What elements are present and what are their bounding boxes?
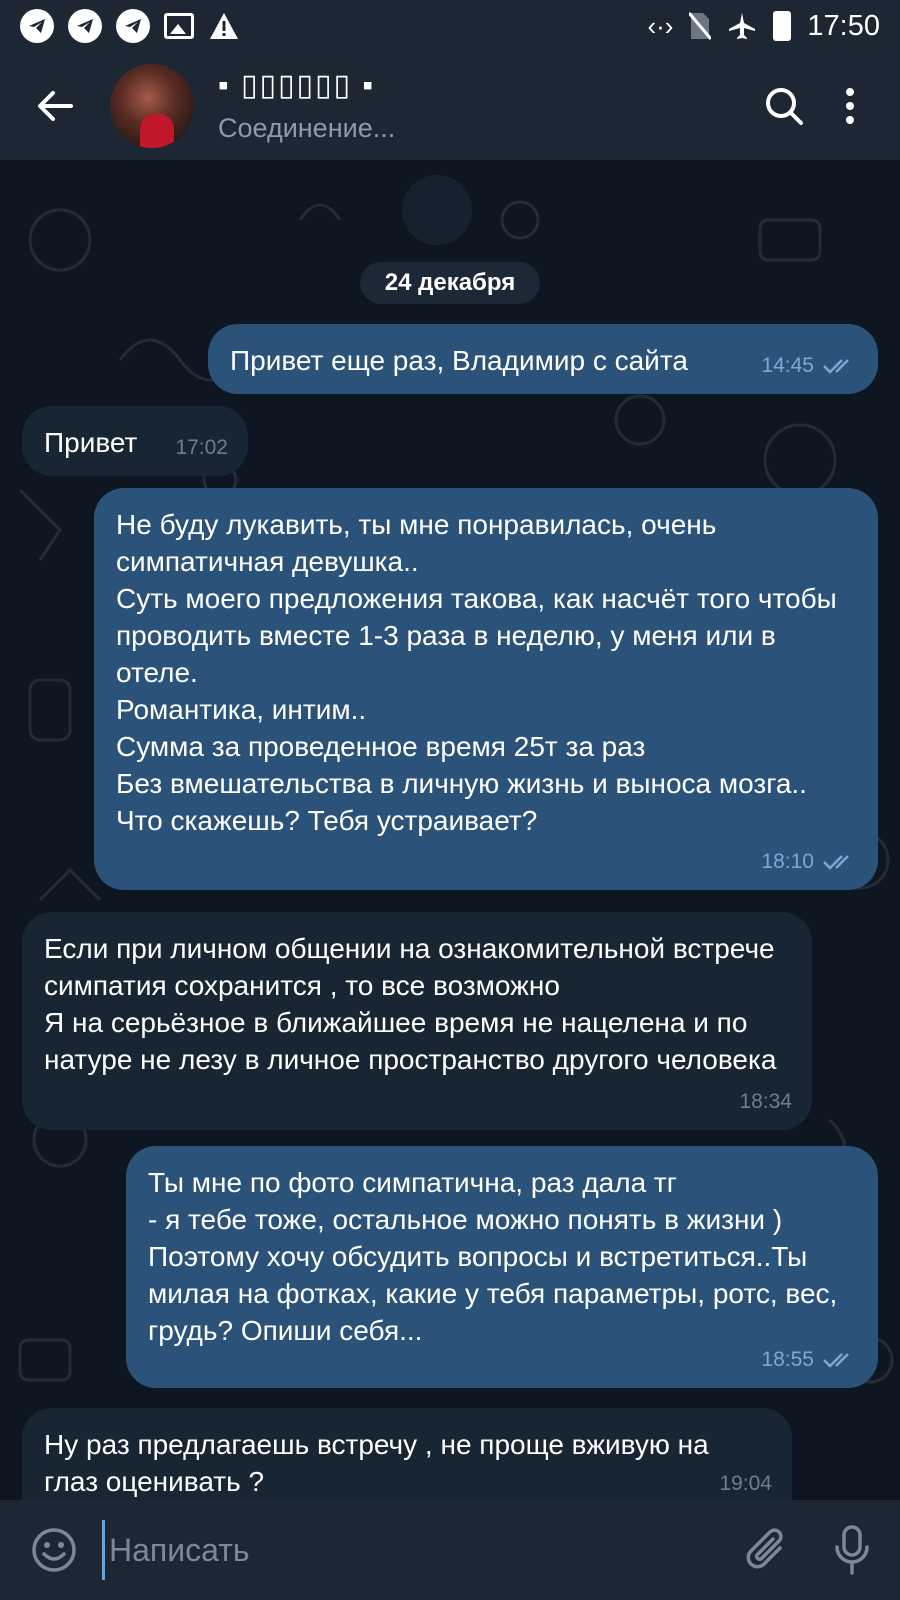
back-button[interactable]	[0, 52, 110, 160]
chat-title-block[interactable]	[218, 68, 395, 144]
message-text: Ты мне по фото симпатична, раз дала тг - я тебе тоже, остальное можно понять в жизни ) Поэтому хочу обсудить вопросы и встретиться..Ты милая на фотках, какие у тебя параметры, ротс, вес, грудь? Опиши себя...	[148, 1167, 838, 1346]
incoming-message[interactable]	[22, 1408, 792, 1500]
data-arrows-icon: ‹·›	[647, 10, 674, 41]
outgoing-message[interactable]	[208, 324, 878, 394]
warning-icon	[208, 11, 240, 41]
message-meta	[761, 1341, 858, 1378]
more-vert-icon[interactable]	[844, 87, 856, 125]
telegram-notification-icon	[68, 9, 102, 43]
date-separator: 24 декабря	[360, 262, 540, 304]
telegram-notification-icon	[116, 9, 150, 43]
composer	[0, 1500, 900, 1600]
double-check-icon	[822, 356, 858, 376]
incoming-message[interactable]	[22, 912, 812, 1130]
incoming-message[interactable]	[22, 406, 248, 476]
attach-icon[interactable]	[746, 1526, 790, 1574]
avatar[interactable]	[110, 64, 194, 148]
message-list[interactable]	[0, 160, 900, 1500]
message-time: 14:45	[761, 354, 814, 377]
chat-header	[0, 52, 900, 160]
message-time: 18:10	[761, 850, 814, 873]
message-text: Не буду лукавить, ты мне понравилась, очень симпатичная девушка.. Суть моего предложения такова, как насчёт того чтобы проводить вместе 1-3 раза в неделю, у меня или в отеле. Романтика, интим.. Сумма за проведенное время 25т за раз Без вмешательства в личную жизнь и выноса мозга.. Что скажешь? Тебя устраивает?	[116, 509, 837, 836]
message-text: Если при личном общении на ознакомительной встрече симпатия сохранится , то все возможно Я на серьёзное в ближайшее время не нацелена и по натуре не лезу в личное пространство другого человека	[44, 933, 777, 1075]
message-meta	[761, 843, 858, 880]
double-check-icon	[822, 1350, 858, 1370]
notification-icons	[20, 9, 240, 43]
message-meta	[739, 1083, 792, 1120]
message-input[interactable]	[109, 1532, 726, 1569]
message-time: 17:02	[175, 436, 228, 459]
telegram-notification-icon	[20, 9, 54, 43]
message-text: Привет	[44, 427, 138, 458]
message-time: 19:04	[719, 1472, 772, 1495]
message-time: 18:55	[761, 1348, 814, 1371]
battery-charging-icon	[773, 11, 791, 41]
message-meta	[761, 347, 858, 384]
arrow-left-icon	[37, 90, 73, 122]
microphone-icon[interactable]	[834, 1525, 870, 1575]
image-icon	[164, 13, 194, 39]
system-icons	[647, 10, 880, 43]
search-icon[interactable]	[764, 86, 804, 126]
scroll-indicator	[402, 175, 472, 245]
double-check-icon	[822, 852, 858, 872]
message-meta	[719, 1465, 772, 1500]
status-bar	[0, 0, 900, 52]
message-text: Привет еще раз, Владимир с сайта	[230, 345, 688, 376]
message-text: Ну раз предлагаешь встречу , не проще вживую на глаз оценивать ?	[44, 1429, 709, 1497]
chat-title: ▪ ▯▯▯▯▯▯ ▪	[218, 69, 375, 102]
airplane-icon	[727, 11, 757, 41]
clock: 17:50	[807, 9, 880, 42]
no-sim-icon	[689, 11, 711, 41]
message-meta	[175, 429, 228, 466]
outgoing-message[interactable]	[126, 1146, 878, 1388]
message-input-wrapper[interactable]	[102, 1520, 726, 1580]
header-actions	[764, 86, 900, 126]
connection-status: Соединение...	[218, 113, 396, 143]
emoji-icon[interactable]	[30, 1526, 78, 1574]
message-time: 18:34	[739, 1090, 792, 1113]
outgoing-message[interactable]	[94, 488, 878, 890]
composer-actions	[746, 1525, 870, 1575]
